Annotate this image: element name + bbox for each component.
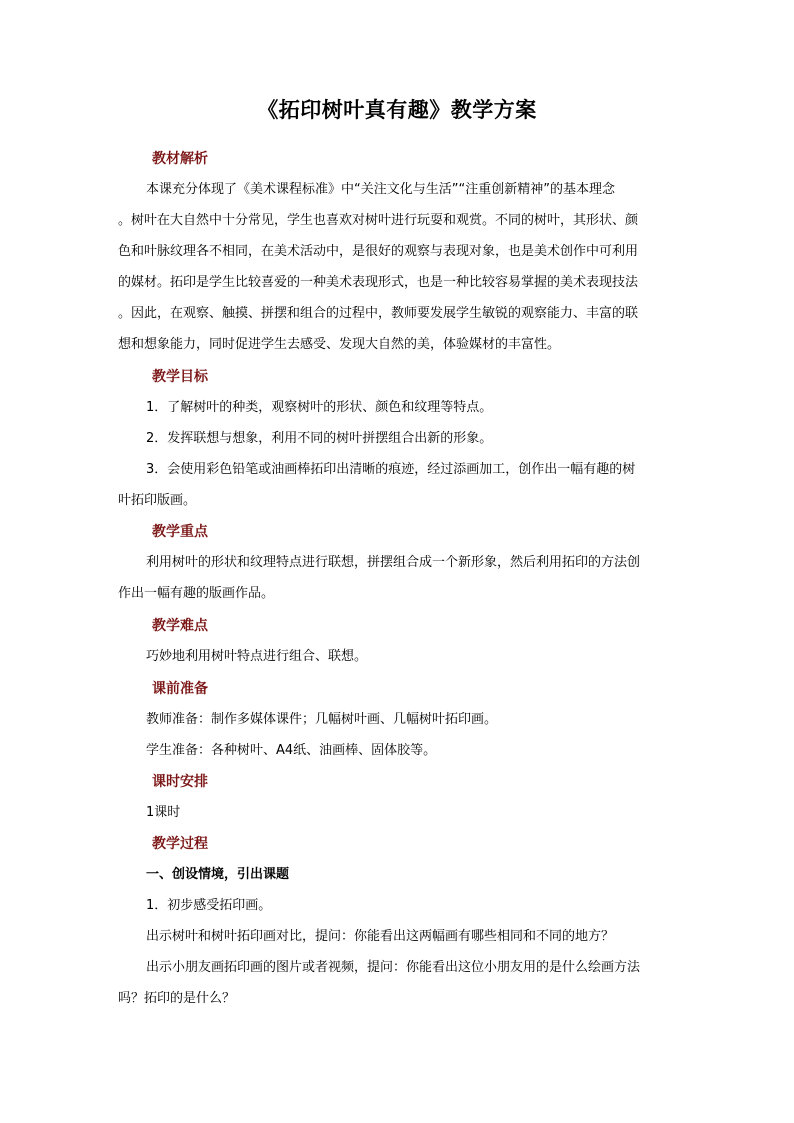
paragraph-line: 巧妙地利用树叶特点进行组合、联想。 — [146, 649, 368, 664]
paragraph-line: 作出一幅有趣的版画作品。 — [118, 586, 275, 601]
section-heading-difficulty: 教学难点 — [152, 618, 208, 634]
paragraph-line: 出示树叶和树叶拓印画对比，提问：你能看出这两幅画有哪些相同和不同的地方？ — [146, 929, 615, 944]
paragraph-line: 出示小朋友画拓印画的图片或者视频，提问：你能看出这位小朋友用的是什么绘画方法 — [146, 960, 641, 975]
section-heading-process: 教学过程 — [152, 836, 208, 852]
list-item: 1．初步感受拓印画。 — [146, 898, 272, 913]
section-heading-goals: 教学目标 — [152, 369, 208, 385]
paragraph-line: 本课充分体现了《美术课程标准》中“关注文化与生活”“注重创新精神”的基本理念 — [146, 182, 615, 197]
paragraph-line: 色和叶脉纹理各不相同，在美术活动中，是很好的观察与表现对象，也是美术创作中可利用 — [118, 244, 639, 259]
paragraph-line: 。树叶在大自然中十分常见，学生也喜欢对树叶进行玩耍和观赏。不同的树叶，其形状、颜 — [118, 213, 639, 228]
list-item: 2．发挥联想与想象，利用不同的树叶拼摆组合出新的形象。 — [146, 431, 493, 446]
paragraph-line: 学生准备：各种树叶、A4纸、油画棒、固体胶等。 — [146, 743, 437, 758]
section-heading-analysis: 教材解析 — [152, 151, 208, 167]
paragraph-line: 1课时 — [146, 805, 181, 820]
paragraph-line: 想和想象能力，同时促进学生去感受、发现大自然的美，体验媒材的丰富性。 — [118, 337, 561, 352]
paragraph-line: 叶拓印版画。 — [118, 493, 197, 508]
paragraph-line: 。因此，在观察、触摸、拼摆和组合的过程中，教师要发展学生敏锐的观察能力、丰富的联 — [118, 306, 639, 321]
list-item: 3．会使用彩色铅笔或油画棒拓印出清晰的痕迹，经过添画加工，创作出一幅有趣的树 — [146, 462, 636, 477]
section-heading-key: 教学重点 — [152, 524, 208, 540]
paragraph-line: 吗？拓印的是什么？ — [118, 991, 236, 1006]
section-heading-prep: 课前准备 — [152, 681, 208, 697]
paragraph-line: 利用树叶的形状和纹理特点进行联想，拼摆组合成一个新形象，然后利用拓印的方法创 — [146, 555, 641, 570]
paragraph-line: 的媒材。拓印是学生比较喜爱的一种美术表现形式，也是一种比较容易掌握的美术表现技法 — [118, 275, 639, 290]
paragraph-line: 教师准备：制作多媒体课件；几幅树叶画、几幅树叶拓印画。 — [146, 712, 498, 727]
subheading: 一、创设情境，引出课题 — [146, 867, 290, 882]
document-title: 《拓印树叶真有趣》教学方案 — [257, 97, 537, 122]
section-heading-schedule: 课时安排 — [152, 774, 208, 790]
list-item: 1．了解树叶的种类，观察树叶的形状、颜色和纹理等特点。 — [146, 400, 493, 415]
